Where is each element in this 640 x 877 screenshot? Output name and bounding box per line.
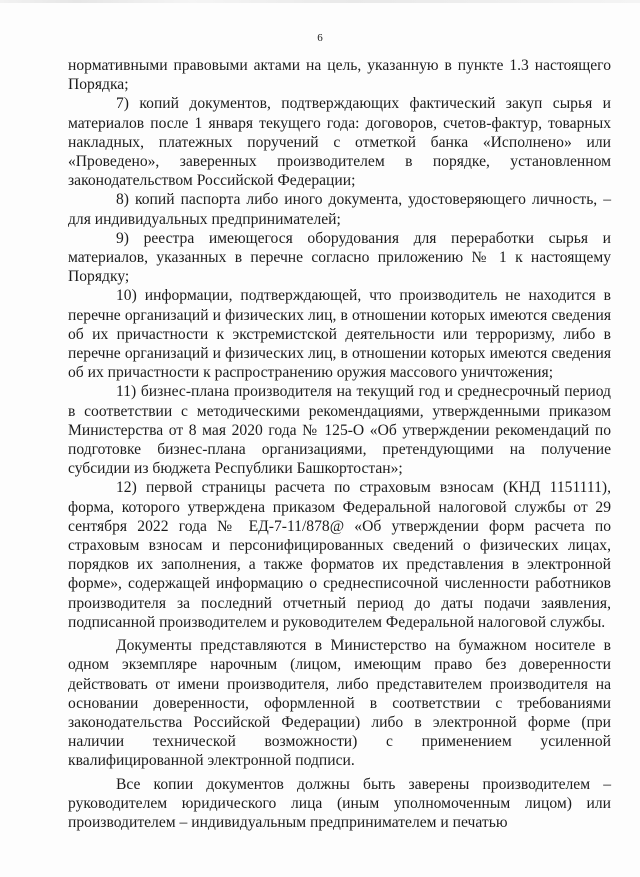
paragraph-continuation: нормативными правовыми актами на цель, указанную в пункте 1.3 настоящего Порядка;	[68, 57, 611, 94]
paragraph-item-7: 7) копий документов, подтверждающих фактический закуп сырья и материалов после 1 января текущего года: договоров, счетов-фактур, товарных накладных, платежных поручений с отметкой банка «Исполнено» или «Проведено», заверенных производителем в порядке, установленном законодательством Российской Федерации;	[68, 95, 611, 190]
page-number: 6	[317, 32, 323, 44]
paragraph-item-8: 8) копий паспорта либо иного документа, удостоверяющего личность, – для индивидуальных предпринимателей;	[68, 191, 611, 228]
paragraph-certification: Все копии документов должны быть заверены производителем – руководителем юридического лица (иным уполномоченным лицом) или производителем – индивидуальным предпринимателем и печатью	[68, 775, 611, 831]
paragraph-item-11: 11) бизнес-плана производителя на текущий год и среднесрочный период в соответствии с методическими рекомендациями, утвержденными приказом Министерства от 8 мая 2020 года № 125-О «Об утверждении рекомендаций по подготовке бизнес-плана организациями, претендующими на получение субсидии из бюджета Республики Башкортостан»;	[68, 383, 611, 478]
document-body	[68, 56, 611, 832]
paragraph-item-9: 9) реестра имеющегося оборудования для переработки сырья и материалов, указанных в перечне согласно приложению № 1 к настоящему Порядку;	[68, 229, 611, 286]
paragraph-submission: Документы представляются в Министерство на бумажном носителе в одном экземпляре нарочным (лицом, имеющим право без доверенности действовать от имени производителя, либо представителем производителя на основании доверенности, оформленной в соответствии с требованиями законодательства Российской Федерации) либо в электронной форме (при наличии технической возможности) с применением усиленной квалифицированной электронной подписи.	[68, 637, 611, 770]
scan-edge	[0, 0, 640, 3]
paragraph-item-12: 12) первой страницы расчета по страховым взносам (КНД 1151111), форма, которого утверждена приказом Федеральной налоговой службы от 29 сентября 2022 года № ЕД-7-11/878@ «Об утверждении форм расчета по страховым взносам и персонифицированных сведений о физических лицах, порядков их заполнения, а также форматов их представления в электронной форме», содержащей информацию о среднесписочной численности работников производителя за последний отчетный период до даты подачи заявления, подписанной производителем и руководителем Федеральной налоговой службы.	[68, 479, 611, 631]
paragraph-item-10: 10) информации, подтверждающей, что производитель не находится в перечне организаций и физических лиц, в отношении которых имеются сведения об их причастности к экстремистской деятельности или терроризму, либо в перечне организаций и физических лиц, в отношении которых имеются сведения об их причастности к распространению оружия массового уничтожения;	[68, 287, 611, 382]
